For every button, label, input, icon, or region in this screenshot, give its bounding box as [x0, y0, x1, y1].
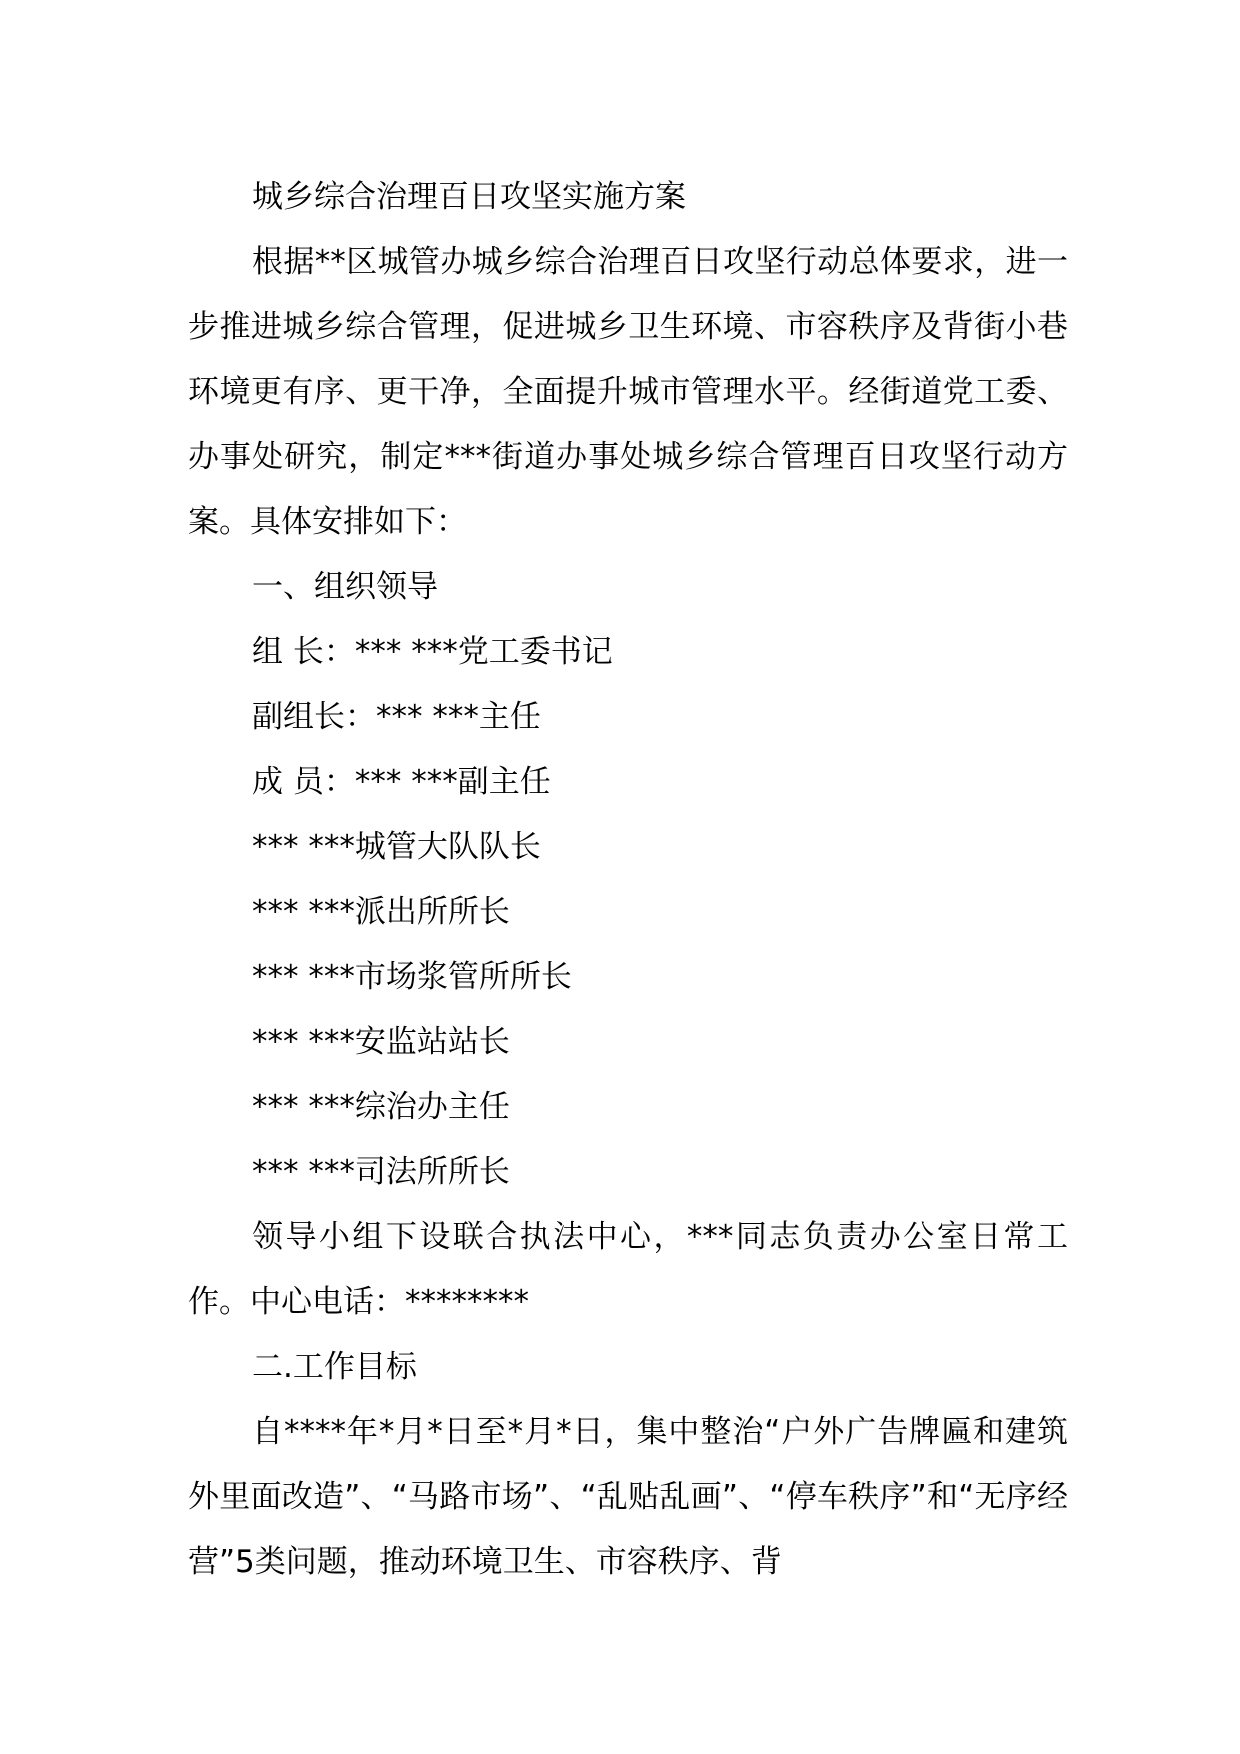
member-line: *** ***司法所所长	[252, 1154, 510, 1190]
document-title: 城乡综合治理百日攻坚实施方案	[252, 179, 686, 215]
section-heading-goals: 二.工作目标	[252, 1349, 417, 1385]
deputy-leader-line: 副组长：*** ***主任	[252, 699, 541, 735]
member-line: *** ***综治办主任	[252, 1089, 510, 1125]
document-body	[188, 165, 1068, 1595]
intro-paragraph: 根据**区城管办城乡综合治理百日攻坚行动总体要求，进一步推进城乡综合管理，促进城乡卫生环境、市容秩序及背街小巷环境更有序、更干净，全面提升城市管理水平。经街道党工委、办事处研究，制定***街道办事处城乡综合管理百日攻坚行动方案。具体安排如下：	[188, 244, 1068, 540]
members-label-line: 成 员：*** ***副主任	[252, 764, 551, 800]
section-heading-organization: 一、组织领导	[252, 569, 438, 605]
member-line: *** ***安监站站长	[252, 1024, 510, 1060]
member-line: *** ***市场浆管所所长	[252, 959, 572, 995]
office-note-paragraph: 领导小组下设联合执法中心，***同志负责办公室日常工作。中心电话：********	[188, 1219, 1068, 1320]
goal-paragraph: 自****年*月*日至*月*日，集中整治“户外广告牌匾和建筑外里面改造”、“马路市场”、“乱贴乱画”、“停车秩序”和“无序经营”5类问题，推动环境卫生、市容秩序、背	[188, 1414, 1068, 1580]
member-line: *** ***派出所所长	[252, 894, 510, 930]
leader-line: 组 长：*** ***党工委书记	[252, 634, 613, 670]
member-line: *** ***城管大队队长	[252, 829, 541, 865]
